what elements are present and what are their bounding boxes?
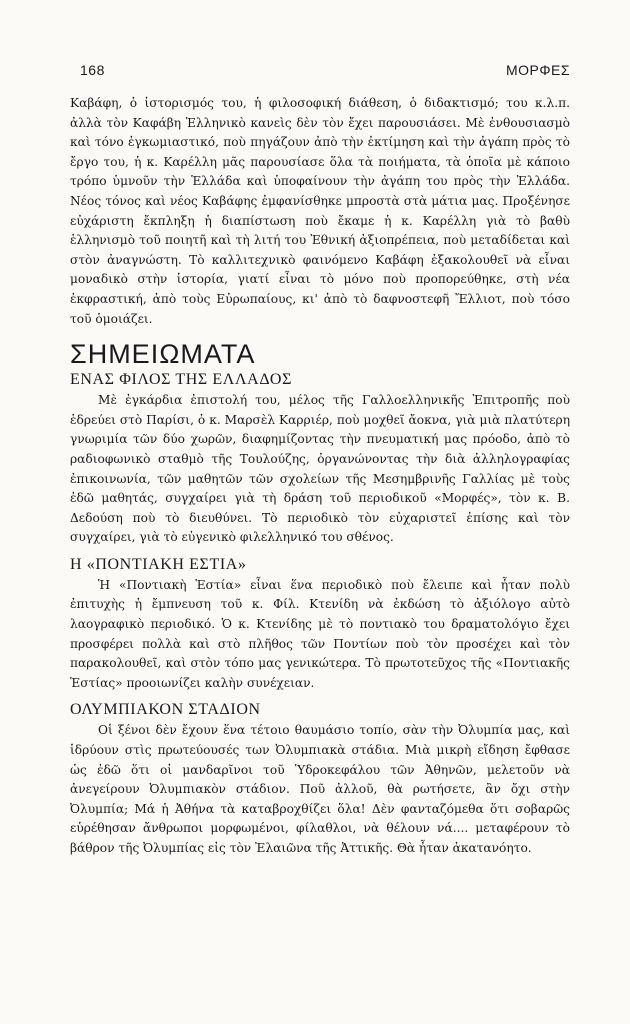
- note-body: Οἱ ξένοι δὲν ἔχουν ἕνα τέτοιο θαυμάσιο τοπίο, σὰν τὴν Ὀλυμπία μας, καὶ ἱδρύουν στὶς πρωτεύουσές των Ὀλυμπιακὰ στάδια. Μιὰ μικρὴ εἴδηση ἔφθασε ὡς ἐδῶ ὅτι οἱ μανδαρῖνοι τοῦ Ὑδροκεφάλου τῶν Ἀθηνῶν, μελετοῦν νὰ ἀνεγείρουν Ὀλυμπιακὸν στάδιον. Ποῦ ἀλλοῦ, θὰ ρωτήσετε, ἂν ὄχι στὴν Ὀλυμπία; Μά ἡ Ἀθήνα τὰ καταβροχθίζει ὅλα! Δὲν φανταζόμεθα ὅτι σοβαρῶς εὑρέθησαν ἄνθρωποι μορφωμένοι, φίλαθλοι, νὰ θέλουν νά.... μεταφέρουν τὸ βάθρον τῆς Ὀλυμπίας εἰς τὸν Ἐλαιῶνα τῆς Ἀττικῆς. Θὰ ἦταν ἀκατανόητο.: [70, 723, 570, 855]
- running-head: [80, 62, 570, 78]
- note-friend-of-greece: [70, 369, 570, 548]
- section-title: ΣΗΜΕΙΩΜΑΤΑ: [70, 339, 256, 370]
- note-body: Μὲ ἐγκάρδια ἐπιστολή του, μέλος τῆς Γαλλοελληνικῆς Ἐπιτροπῆς ποὺ ἑδρεύει στὸ Παρίσι, ὁ κ. Μαρσὲλ Καρριέρ, ποὺ μοχθεῖ ἄοκνα, γιὰ μιὰ πλατύτερη γνωριμία τῶν δύο χωρῶν, διαφημίζοντας τὴν πνευματική μας πρόοδο, ἀπὸ τὸ ραδιοφωνικὸ σταθμὸ τῆς Τουλούζης, ὀργανώνοντας τὴν διὰ ἀλληλογραφίας ἐπικοινωνία, τῶν μαθητῶν τῶν σχολείων τῆς Μεσημβρινῆς Γαλλίας μὲ τοὺς ἐδῶ μαθητάς, συγχαίρει γιὰ τὴ δράση τοῦ περιοδικοῦ «Μορφές», τὸν κ. Β. Δεδούση ποὺ τὸ διευθύνει. Τὸ περιοδικὸ τὸν εὐχαριστεῖ ἐπίσης καὶ τὸν συγχαίρει, γιὰ τὸ εὐγενικὸ φιλελληνικό του σθένος.: [70, 393, 570, 545]
- page-number: 168: [80, 62, 105, 78]
- intro-paragraph: Καβάφη, ὁ ἱστορισμός του, ἡ φιλοσοφική διάθεση, ὁ διδακτισμό; του κ.λ.π. ἀλλὰ τὸν Καφάβη Ἑλληνικὸ κανεὶς δὲν τὸν ἔχει παρουσιάσει. Μὲ ἐνθουσιασμὸ καὶ τόνο ἐγκωμιαστικό, ποὺ πηγάζουν ἀπὸ τὴν ἐκτίμηση καὶ τὴν ἀγάπη πρὸς τὸ ἔργο του, ἡ κ. Καρέλλη μᾶς παρουσίασε ὅλα τὰ ποιήματα, τὰ ὁποῖα μὲ κάποιο τρόπο ὑμνοῦν τὴν Ἑλλάδα καὶ ὑποφαίνουν τὴν ἀγάπη του πρὸς τὴν Ἑλλάδα. Νέος τόνος καὶ νέος Καβάφης ἐμφανίσθηκε μπροστὰ στὰ μάτια μας. Προξένησε εὐχάριστη ἔκπληξη ἡ διαπίστωση ποὺ ἔκαμε ἡ κ. Καρέλλη γιὰ τὸ βαθὺ ἑλληνισμὸ τοῦ ποιητῆ καὶ τὴ λιτή του Ἐθνική ἀξιοπρέπεια, ποὺ μεταδίδεται καὶ στὸν ἀναγνώστη. Τὸ καλλιτεχνικὸ φαινόμενο Καβάφη ἐξακολουθεῖ νὰ εἶναι μοναδικὸ στὴν ἱστορία, γιατί εἶναι τὸ μόνο ποὺ προπορεύθηκε, στὴ νέα ἐκφραστική, ἀπὸ τοὺς Εὐρωπαίους, κι' ἀπὸ τὸ δαφνοστεφῆ Ἔλλιοτ, ποὺ τόσο τοῦ ὁμοιάζει.: [70, 96, 570, 326]
- journal-title: ΜΟΡΦΕΣ: [505, 62, 570, 78]
- note-olympic-stadium: [70, 699, 570, 858]
- page-content: [70, 94, 570, 859]
- note-pontiaki-estia: [70, 554, 570, 694]
- note-body: Ἡ «Ποντιακὴ Ἑστία» εἶναι ἕνα περιοδικὸ ποὺ ἔλειπε καὶ ἦταν πολὺ ἐπιτυχὴς ἡ ἔμπνευση τοῦ κ. Φίλ. Κτενίδη νὰ ἐκδώση τὸ ἀξιόλογο αὐτὸ λαογραφικὸ περιοδικό. Ὁ κ. Κτενίδης μὲ τὸ ποντιακὸ του δραματολόγιο ἔχει προσφέρει πολλὰ καὶ στὸ πλῆθος τῶν Ποντίων ποὺ τὸν προσέχει καὶ τὸν παρακολουθεῖ, καὶ στὸν τόπο μας γενικώτερα. Τὸ πρωτοτεῦχος τῆς «Ποντιακῆς Ἑστίας» προοιωνίζει καλὴν συνέχειαν.: [70, 577, 570, 690]
- note-heading: ΕΝΑΣ ΦΙΛΟΣ ΤΗΣ ΕΛΛΑΔΟΣ: [70, 371, 292, 389]
- note-heading: Η «ΠΟΝΤΙΑΚΗ ΕΣΤΙΑ»: [70, 555, 247, 573]
- note-heading: ΟΛΥΜΠΙΑΚΟΝ ΣΤΑΔΙΟΝ: [70, 701, 261, 719]
